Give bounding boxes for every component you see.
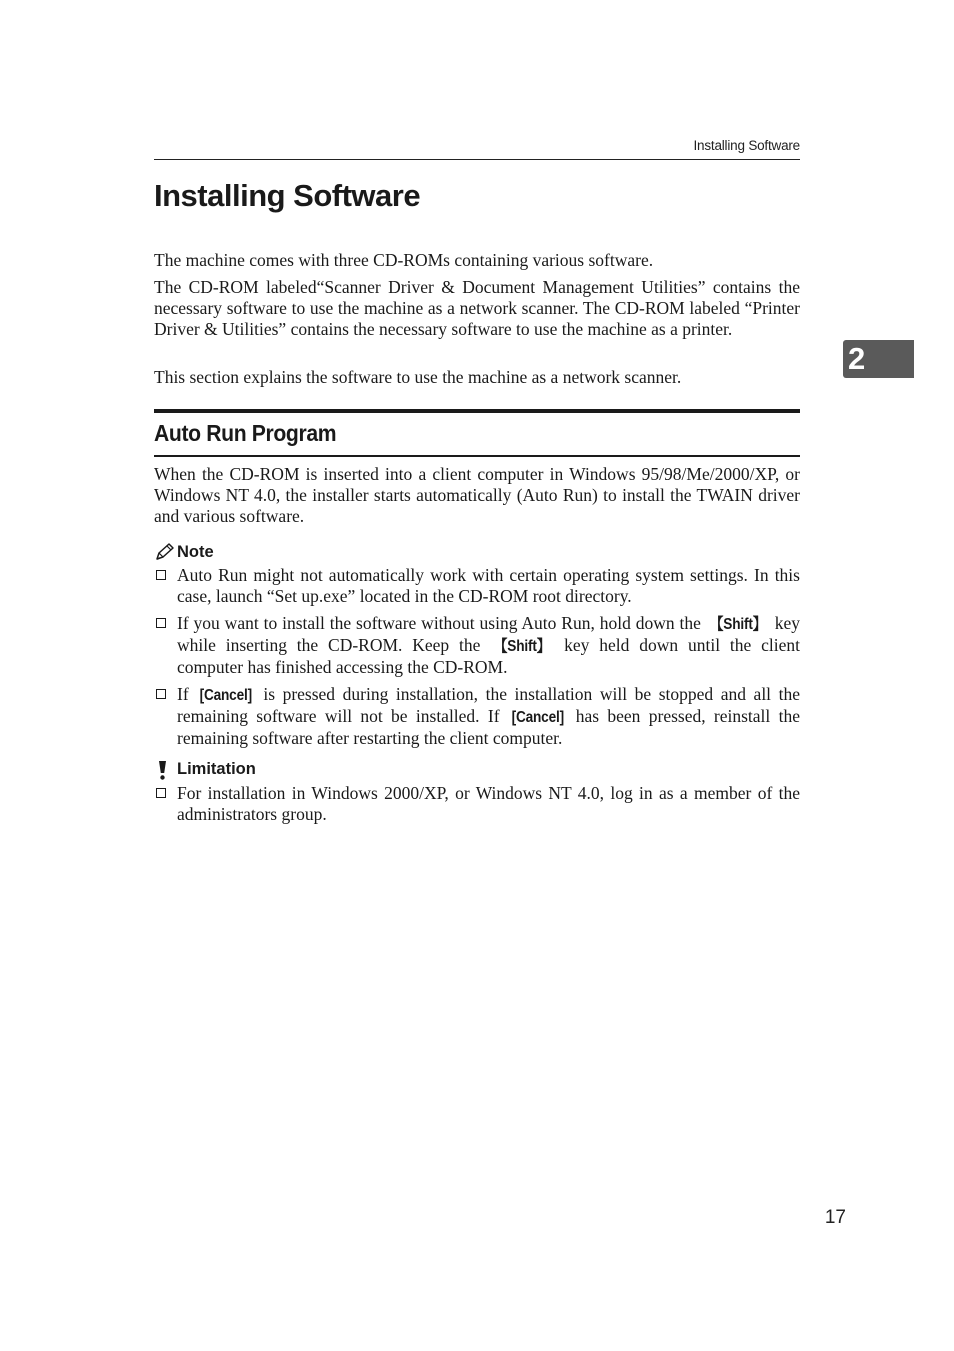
cancel-key-label: [Cancel] <box>511 709 564 726</box>
note-item-3-text-c: has been pressed, reinstall the remaining software after restarting the client computer. <box>177 706 800 748</box>
note-item-2 <box>154 613 800 678</box>
note-item-2-text-c: key held down until the client computer has finished accessing the CD-ROM. <box>177 635 801 677</box>
pencil-icon <box>154 542 177 562</box>
shift-key-label: 【Shift】 <box>494 638 551 655</box>
header-rule <box>154 159 800 160</box>
intro-paragraph-3: This section explains the software to use the machine as a network scanner. <box>154 367 682 387</box>
limitation-list <box>154 783 800 825</box>
shift-key-label: 【Shift】 <box>709 616 766 633</box>
note-item-2-text-a: If you want to install the software without using Auto Run, hold down the <box>177 613 706 633</box>
note-item-3 <box>154 684 800 749</box>
intro-paragraph-1: The machine comes with three CD-ROMs containing various software. <box>154 250 654 270</box>
section-bottom-rule <box>154 455 800 457</box>
chapter-number: 2 <box>848 341 866 376</box>
cancel-key-label: [Cancel] <box>199 687 253 704</box>
note-item-3-text-b: is pressed during installation, the installation will be stopped and all the remaining software will not be installed. If <box>177 684 800 726</box>
limitation-item-1 <box>154 783 800 825</box>
exclamation-icon <box>154 759 177 779</box>
running-header: Installing Software <box>693 138 800 153</box>
limitation-heading-label: Limitation <box>177 759 256 778</box>
intro-paragraph-2: The CD-ROM labeled“Scanner Driver & Document Management Utilities” contains the necessary software to use the machine as a network scanner. The CD-ROM labeled “Printer Driver & Utilities” contains the necessary software to use the machine as a printer. <box>154 277 800 339</box>
checkbox-bullet-icon <box>156 689 166 699</box>
note-item-2-text-b: key while inserting the CD-ROM. Keep the <box>177 613 800 655</box>
note-heading <box>154 541 214 563</box>
note-heading-label: Note <box>177 542 214 561</box>
section-title: Auto Run Program <box>154 420 337 446</box>
note-item-3-text-a: If <box>177 684 197 704</box>
note-item-1 <box>154 565 800 607</box>
section-top-rule <box>154 409 800 413</box>
limitation-heading <box>154 758 256 780</box>
page-number: 17 <box>824 1207 846 1228</box>
limitation-item-1-text: For installation in Windows 2000/XP, or Windows NT 4.0, log in as a member of the administrators group. <box>177 783 800 824</box>
checkbox-bullet-icon <box>156 788 166 798</box>
note-item-1-text: Auto Run might not automatically work with certain operating system settings. In this case, launch “Set up.exe” located in the CD-ROM root directory. <box>177 565 800 606</box>
checkbox-bullet-icon <box>156 570 166 580</box>
note-list <box>154 565 800 749</box>
checkbox-bullet-icon <box>156 618 166 628</box>
chapter-tab <box>843 340 914 378</box>
page-title: Installing Software <box>154 178 421 213</box>
section-body: When the CD-ROM is inserted into a client computer in Windows 95/98/Me/2000/XP, or Windows NT 4.0, the installer starts automatically (Auto Run) to install the TWAIN driver and various software. <box>154 464 800 526</box>
